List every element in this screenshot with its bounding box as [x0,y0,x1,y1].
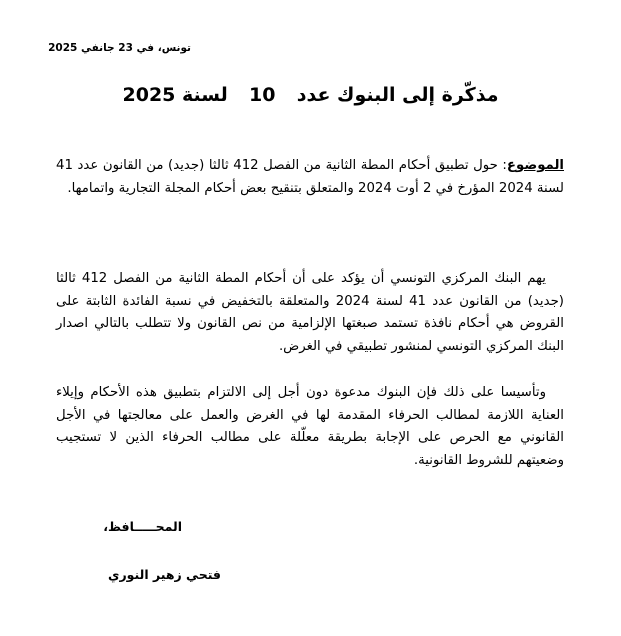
subject-colon: : [497,158,507,173]
memo-title [0,84,621,106]
memo-number: 10 [249,84,276,106]
subject-paragraph [56,155,564,200]
subject-label: الموضوع [506,158,564,173]
memo-title-suffix: لسنة 2025 [122,84,228,106]
memo-title-prefix: مذكّرة إلى البنوك عدد [296,84,499,106]
signatory-name: فتحي زهير النوري [108,567,221,582]
body-paragraph-2 [56,382,564,472]
body-paragraph-1 [56,268,564,358]
body-paragraph-1-text: يهم البنك المركزي التونسي أن يؤكد على أن أحكام المطة الثانية من الفصل 412 ثالثا (جديد) من القانون عدد 41 لسنة 2024 والمتعلقة بالتخفيض في نسبة الفائدة الثابتة على القروض هي أحكام نافذة تستمد صبغتها الإلزامية من نص القانون ولا تتطلب بالتالي اصدار البنك المركزي التونسي لمنشور تطبيقي في الغرض. [56,271,564,354]
subject-text: حول تطبيق أحكام المطة الثانية من الفصل 412 ثالثا (جديد) من القانون عدد 41 لسنة 2024 المؤرخ في 2 أوت 2024 والمتعلق بتنقيح بعض أحكام المجلة التجارية واتمامها. [56,158,564,196]
signatory-role: المحـــــافظ، [103,519,182,534]
body-paragraph-2-text: وتأسيسا على ذلك فإن البنوك مدعوة دون أجل إلى الالتزام بتطبيق هذه الأحكام وإيلاء العناية اللازمة لمطالب الحرفاء المقدمة لها في الغرض والعمل على معالجتها في الأجل القانوني مع الحرص على الإجابة بطريقة معلّلة على مطالب الحرفاء الذين لا تستجيب وضعيتهم للشروط القانونية. [56,385,564,468]
date-line: تونس، في 23 جانفي 2025 [48,42,191,54]
